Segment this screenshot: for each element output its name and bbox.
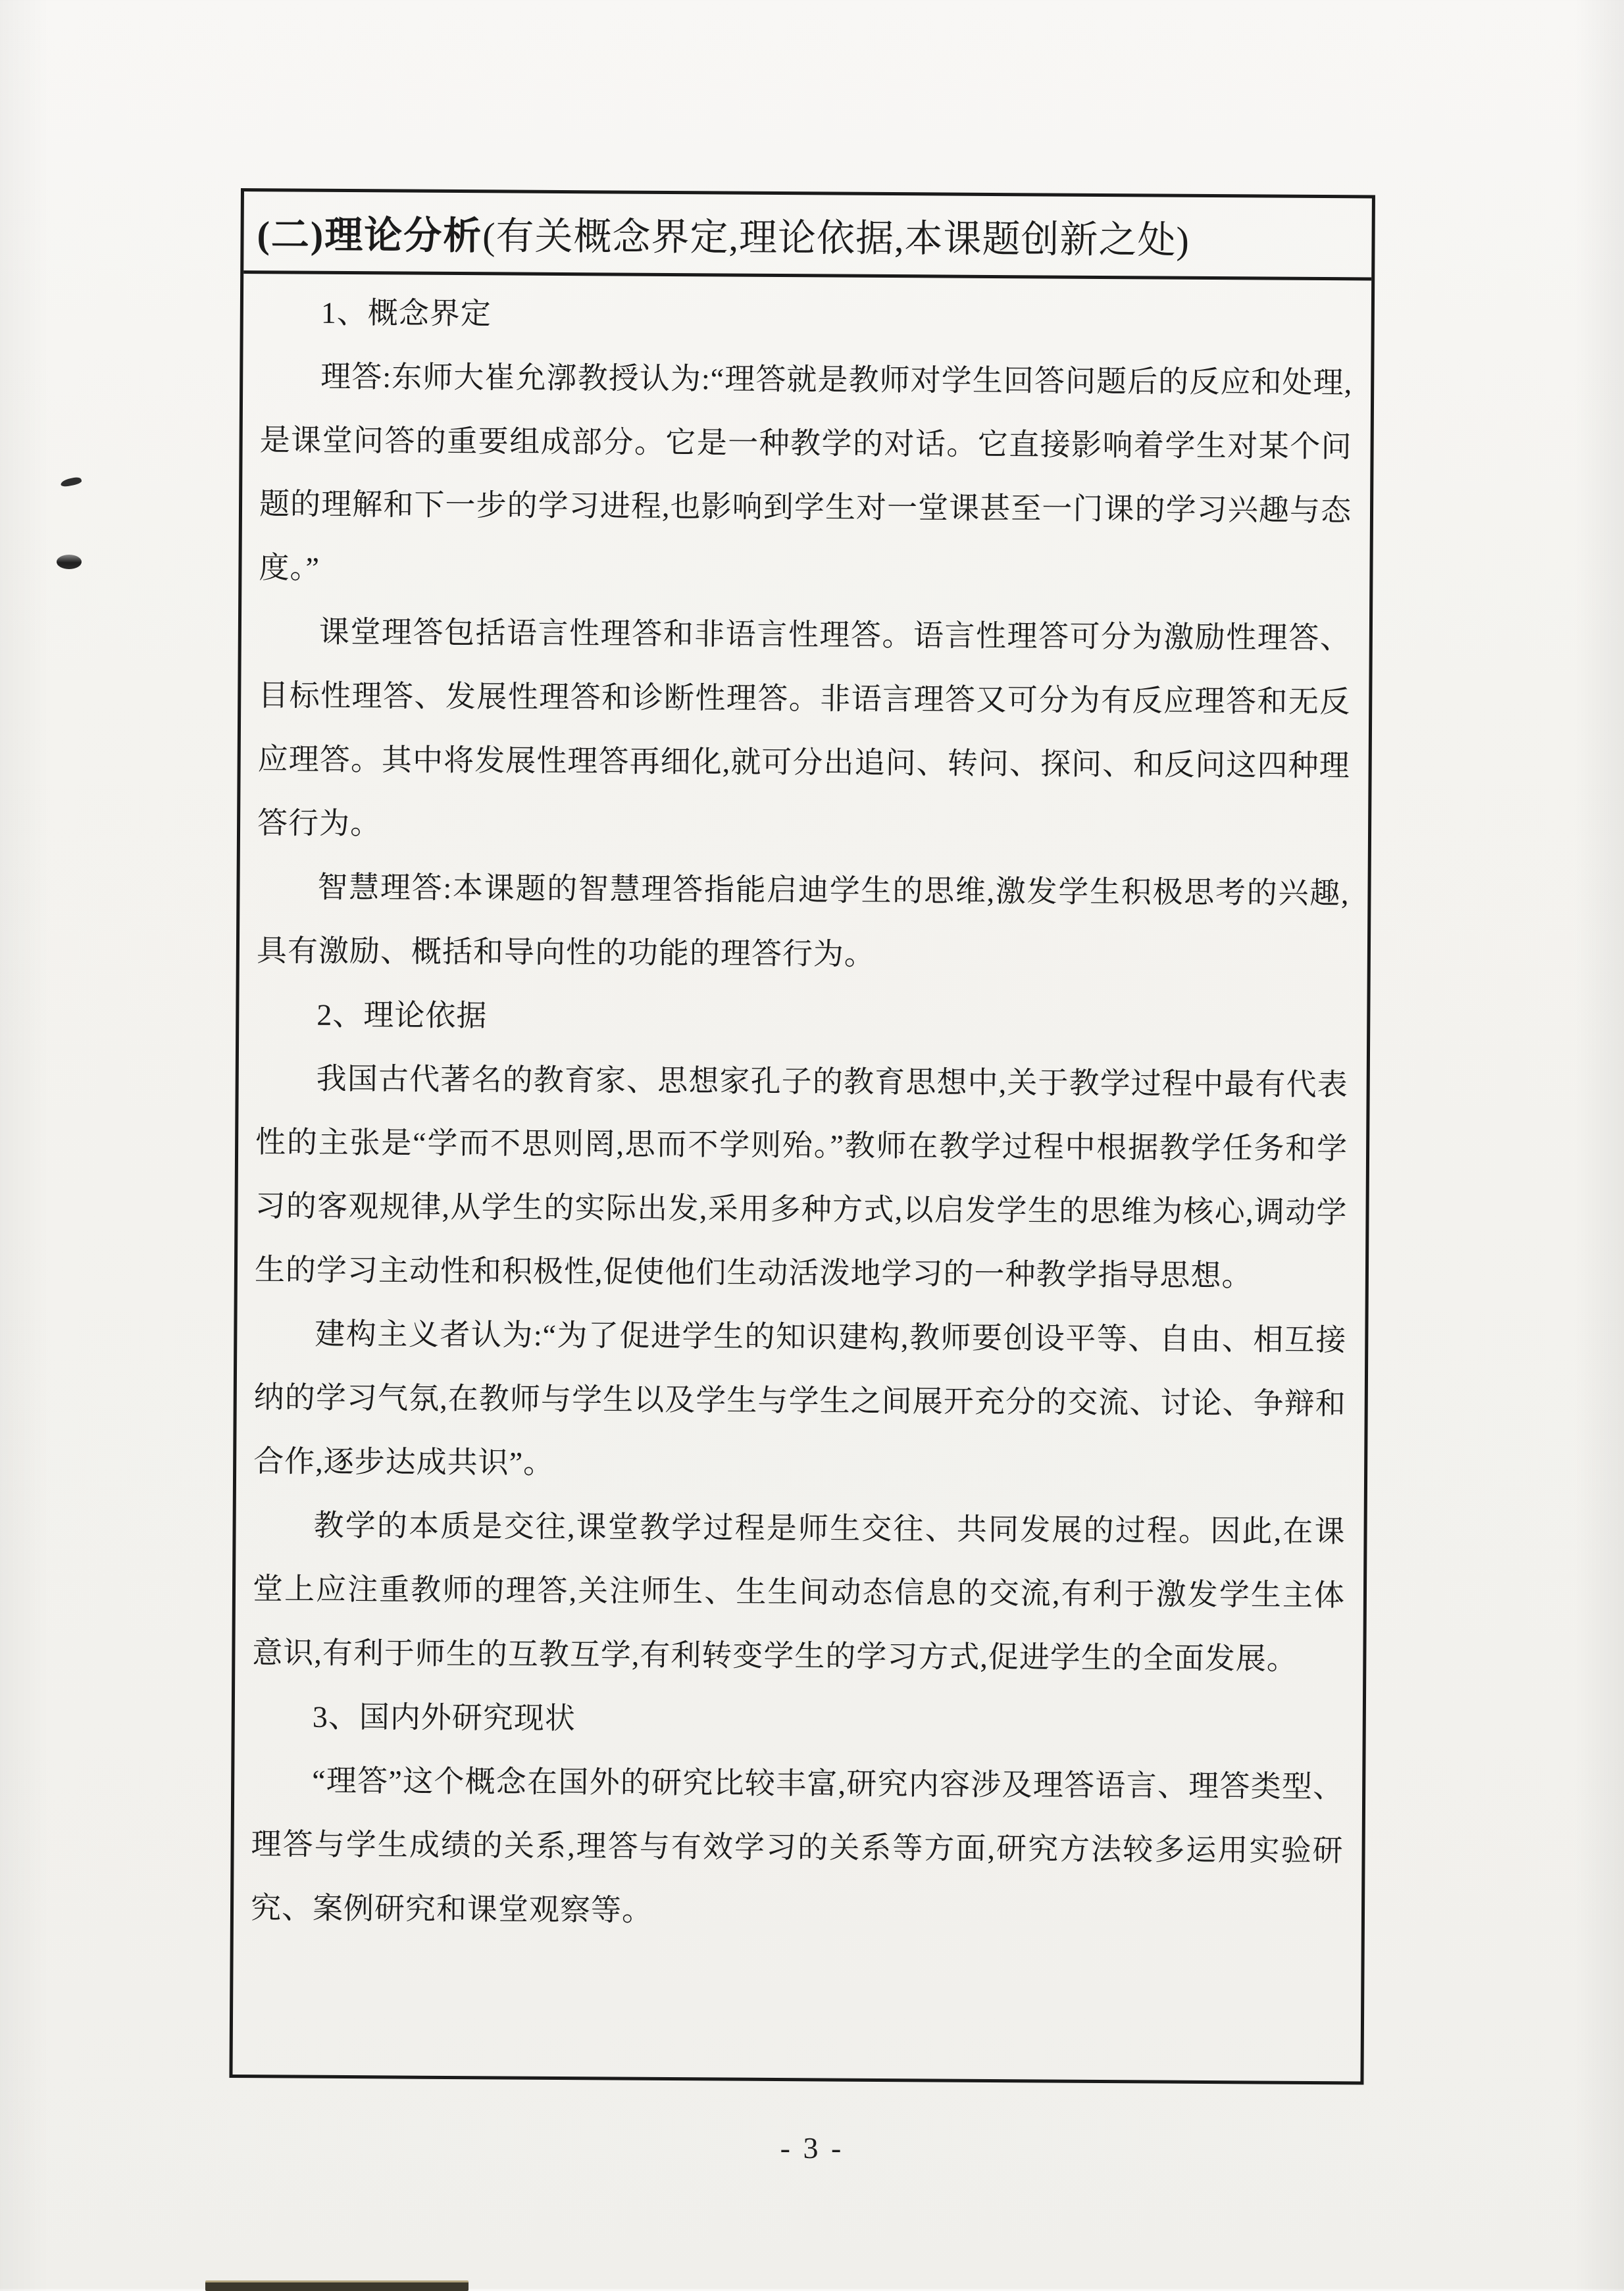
heading-theoretical-basis: 2、理论依据 <box>317 997 488 1033</box>
paragraph-constructivism: 建构主义者认为:“为了促进学生的知识建构,教师要创设平等、自由、相互接纳的学习气氛,在教师与学生以及学生与学生之间展开充分的交流、讨论、争辩和合作,逐步达成共识”。 <box>253 1317 1347 1480</box>
heading-research-status: 3、国内外研究现状 <box>312 1699 576 1736</box>
paragraph-lida-definition: 理答:东师大崔允漷教授认为:“理答就是教师对学生回答问题后的反应和处理,是课堂问答的重要组成部分。它是一种教学的对话。它直接影响着学生对某个问题的理解和下一步的学习进程,也影响到学生对一堂课甚至一门课的学习兴趣与态度。” <box>259 359 1353 585</box>
scan-speck-icon <box>60 476 82 488</box>
section-title-note: (有关概念界定,理论依据,本课题创新之处) <box>482 214 1190 262</box>
paragraph-confucius: 我国古代著名的教育家、思想家孔子的教育思想中,关于教学过程中最有代表性的主张是“学而不思则罔,思而不学则殆。”教师在教学过程中根据教学任务和学习的客观规律,从学生的实际出发,采用多种方式,以启发学生的思维为核心,调动学生的学习主动性和积极性,促使他们生动活泼地学习的一种教学指导思想。 <box>254 1061 1348 1293</box>
section-body <box>234 274 1371 1946</box>
page-number: - 3 - <box>780 2131 844 2165</box>
page-footer <box>0 2130 1624 2165</box>
theory-analysis-table <box>229 188 1375 2084</box>
scan-speck-icon <box>57 555 82 569</box>
paragraph-wisdom-lida: 智慧理答:本课题的智慧理答指能启迪学生的思维,激发学生积极思考的兴趣,具有激励、概括和导向性的功能的理答行为。 <box>256 870 1350 971</box>
paragraph-foreign-research: “理答”这个概念在国外的研究比较丰富,研究内容涉及理答语言、理答类型、理答与学生成绩的关系,理答与有效学习的关系等方面,研究方法较多运用实验研究、案例研究和课堂观察等。 <box>250 1763 1344 1927</box>
section-title-row <box>243 191 1372 280</box>
scan-edge-artifact <box>205 2280 469 2291</box>
section-title: (二)理论分析 <box>257 213 483 258</box>
heading-concept-definition: 1、概念界定 <box>320 295 492 331</box>
paragraph-teaching-essence: 教学的本质是交往,课堂教学过程是师生交往、共同发展的过程。因此,在课堂上应注重教师的理答,关注师生、生生间动态信息的交流,有利于激发学生主体意识,有利于师生的互教互学,有利转变学生的学习方式,促进学生的全面发展。 <box>252 1508 1346 1676</box>
paragraph-classroom-lida-types: 课堂理答包括语言性理答和非语言性理答。语言性理答可分为激励性理答、目标性理答、发展性理答和诊断性理答。非语言理答又可分为有反应理答和无反应理答。其中将发展性理答再细化,就可分出追问、转问、探问、和反问这四种理答行为。 <box>257 615 1352 841</box>
